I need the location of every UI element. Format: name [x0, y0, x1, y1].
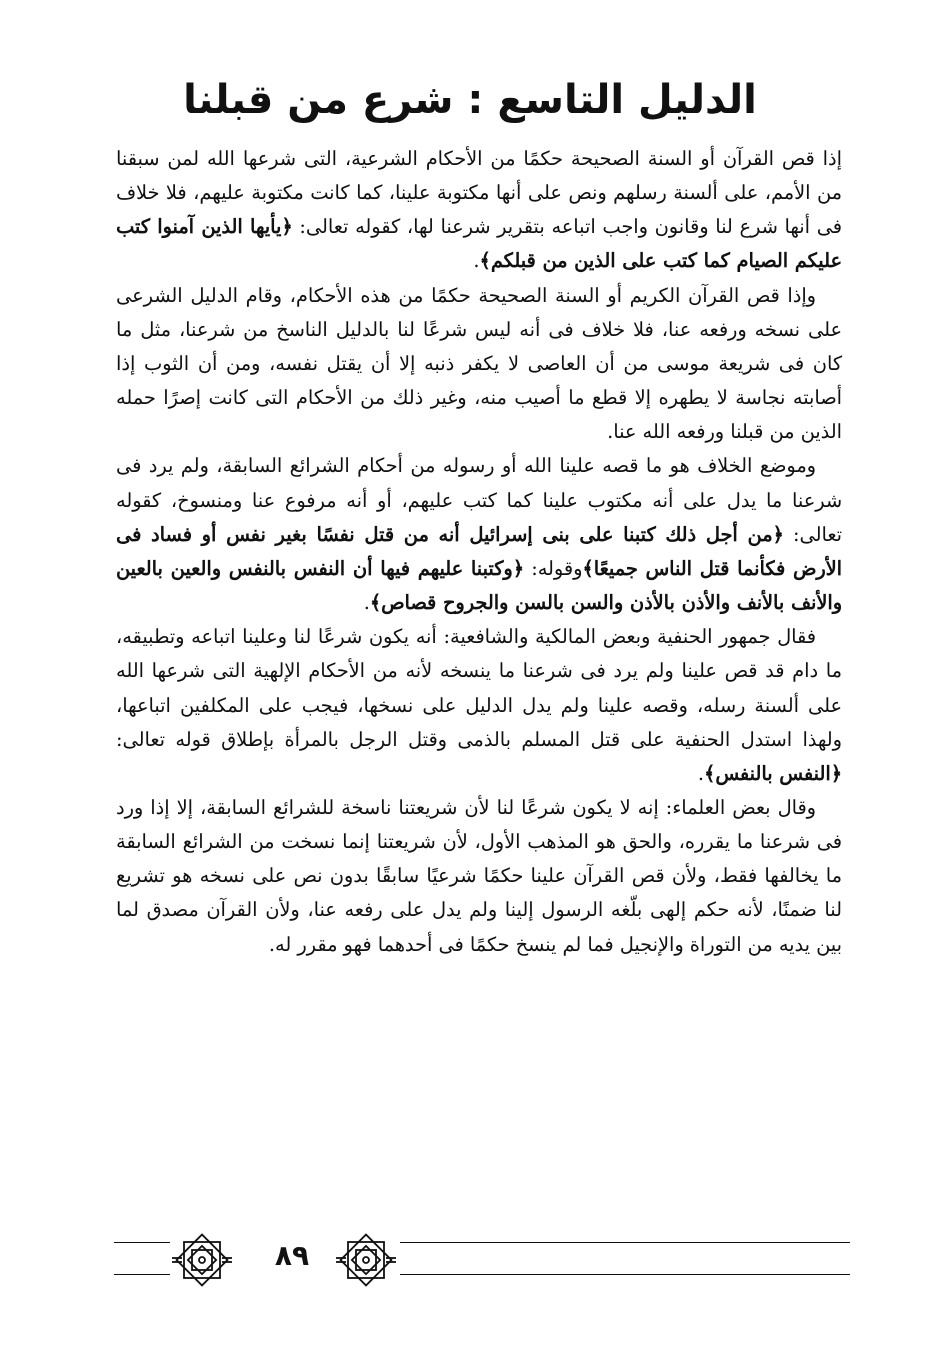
- paragraph: [116, 620, 842, 791]
- body-text: [116, 142, 842, 962]
- paragraph-text: وقوله:: [524, 556, 583, 580]
- paragraph-text: وموضع الخلاف هو ما قصه علينا الله أو رسوله من أحكام الشرائع السابقة، ولم يرد فى شرعنا ما يدل على أنه مكتوب علينا كما كتب عليهم، أو أنه مرفوع عنا ومنسوخ، كقوله تعالى:: [116, 454, 842, 546]
- ornament-star-right-icon: [334, 1228, 398, 1292]
- paragraph-text: .: [697, 761, 705, 785]
- paragraph: [116, 791, 842, 962]
- page-footer: [112, 1228, 852, 1298]
- chapter-title: الدليل التاسع : شرع من قبلنا: [183, 77, 757, 123]
- quran-quote: ﴿النفس بالنفس﴾: [704, 761, 842, 785]
- paragraph: [116, 449, 842, 620]
- paragraph: [116, 279, 842, 450]
- paragraph-text: إذا قص القرآن أو السنة الصحيحة حكمًا من الأحكام الشرعية، التى شرعها الله لمن سبقنا من الأمم، على ألسنة رسلهم ونص على أنها مكتوبة علينا، كما كانت مكتوبة عليهم، فلا خلاف فى أنها شرع لنا وقانون واجب اتباعه بتقرير شرعنا لها، كقوله تعالى:: [116, 147, 842, 239]
- page-number: ٨٩: [274, 1239, 310, 1272]
- paragraph: [116, 142, 842, 279]
- paragraph-text: .: [363, 591, 370, 615]
- paragraph-text: وقال بعض العلماء: إنه لا يكون شرعًا لنا لأن شريعتنا ناسخة للشرائع السابقة، إلا إذا ورد فى شرعنا ما يقرره، والحق هو المذهب الأول، لأن شريعتنا إنما نسخت من الشرائع السابقة ما يخالفها فقط، ولأن قص القرآن علينا حكمًا شرعيًا سابقًا بدون نص على نسخه هو تشريع لنا ضمنًا، لأنه حكم إلهى بلّغه الرسول إلينا ولم يدل على رفعه عنا، ولأن القرآن مصدق لما بين يديه من التوراة والإنجيل فما لم ينسخ حكمًا فى أحدهما فهو مقرر له.: [116, 795, 842, 956]
- footer-rule-right-top: [400, 1242, 850, 1243]
- quran-quote: ﴿يأيها الذين آمنوا كتب عليكم الصيام كما كتب على الذين من قبلكم﴾: [116, 215, 842, 273]
- quran-quote: ﴿وكتبنا عليهم فيها أن النفس بالنفس والعين بالعين والأنف بالأنف والأذن بالأذن والسن بالسن والجروح قصاص﴾: [116, 556, 842, 615]
- footer-rule-left-bottom: [114, 1274, 170, 1275]
- paragraph-text: فقال جمهور الحنفية وبعض المالكية والشافعية: أنه يكون شرعًا لنا وعلينا اتباعه وتطبيقه، ما دام قد قص علينا ولم يرد فى شرعنا ما ينسخه لأنه من الأحكام الإلهية التى شرعها الله على ألسنة رسله، وقصه علينا ولم يدل الدليل على نسخها، فيجب على المكلفين اتباعها، ولهذا استدل الحنفية على قتل المسلم بالذمى وقتل الرجل بالمرأة بإطلاق قوله تعالى:: [116, 625, 842, 751]
- paragraph-text: وإذا قص القرآن الكريم أو السنة الصحيحة حكمًا من هذه الأحكام، وقام الدليل الشرعى على نسخه ورفعه عنا، فلا خلاف فى أنه ليس شرعًا لنا بالدليل الناسخ من شرعنا، مثل ما كان فى شريعة موسى من أن العاصى لا يكفر ذنبه إلا أن يقتل نفسه، ومن أن الثوب إذا أصابته نجاسة لا يطهره إلا قطع ما أصيب منه، وغير ذلك من الأحكام التى كانت إصرًا حمله الذين من قبلنا ورفعه الله عنا.: [116, 283, 842, 444]
- paragraph-text: .: [473, 249, 480, 273]
- footer-rule-right-bottom: [400, 1274, 850, 1275]
- ornament-star-left-icon: [170, 1228, 234, 1292]
- footer-rule-left-top: [114, 1242, 170, 1243]
- quran-quote: ﴿من أجل ذلك كتبنا على بنى إسرائيل أنه من قتل نفسًا بغير نفس أو فساد فى الأرض فكأنما قتل الناس جميعًا﴾: [116, 522, 842, 580]
